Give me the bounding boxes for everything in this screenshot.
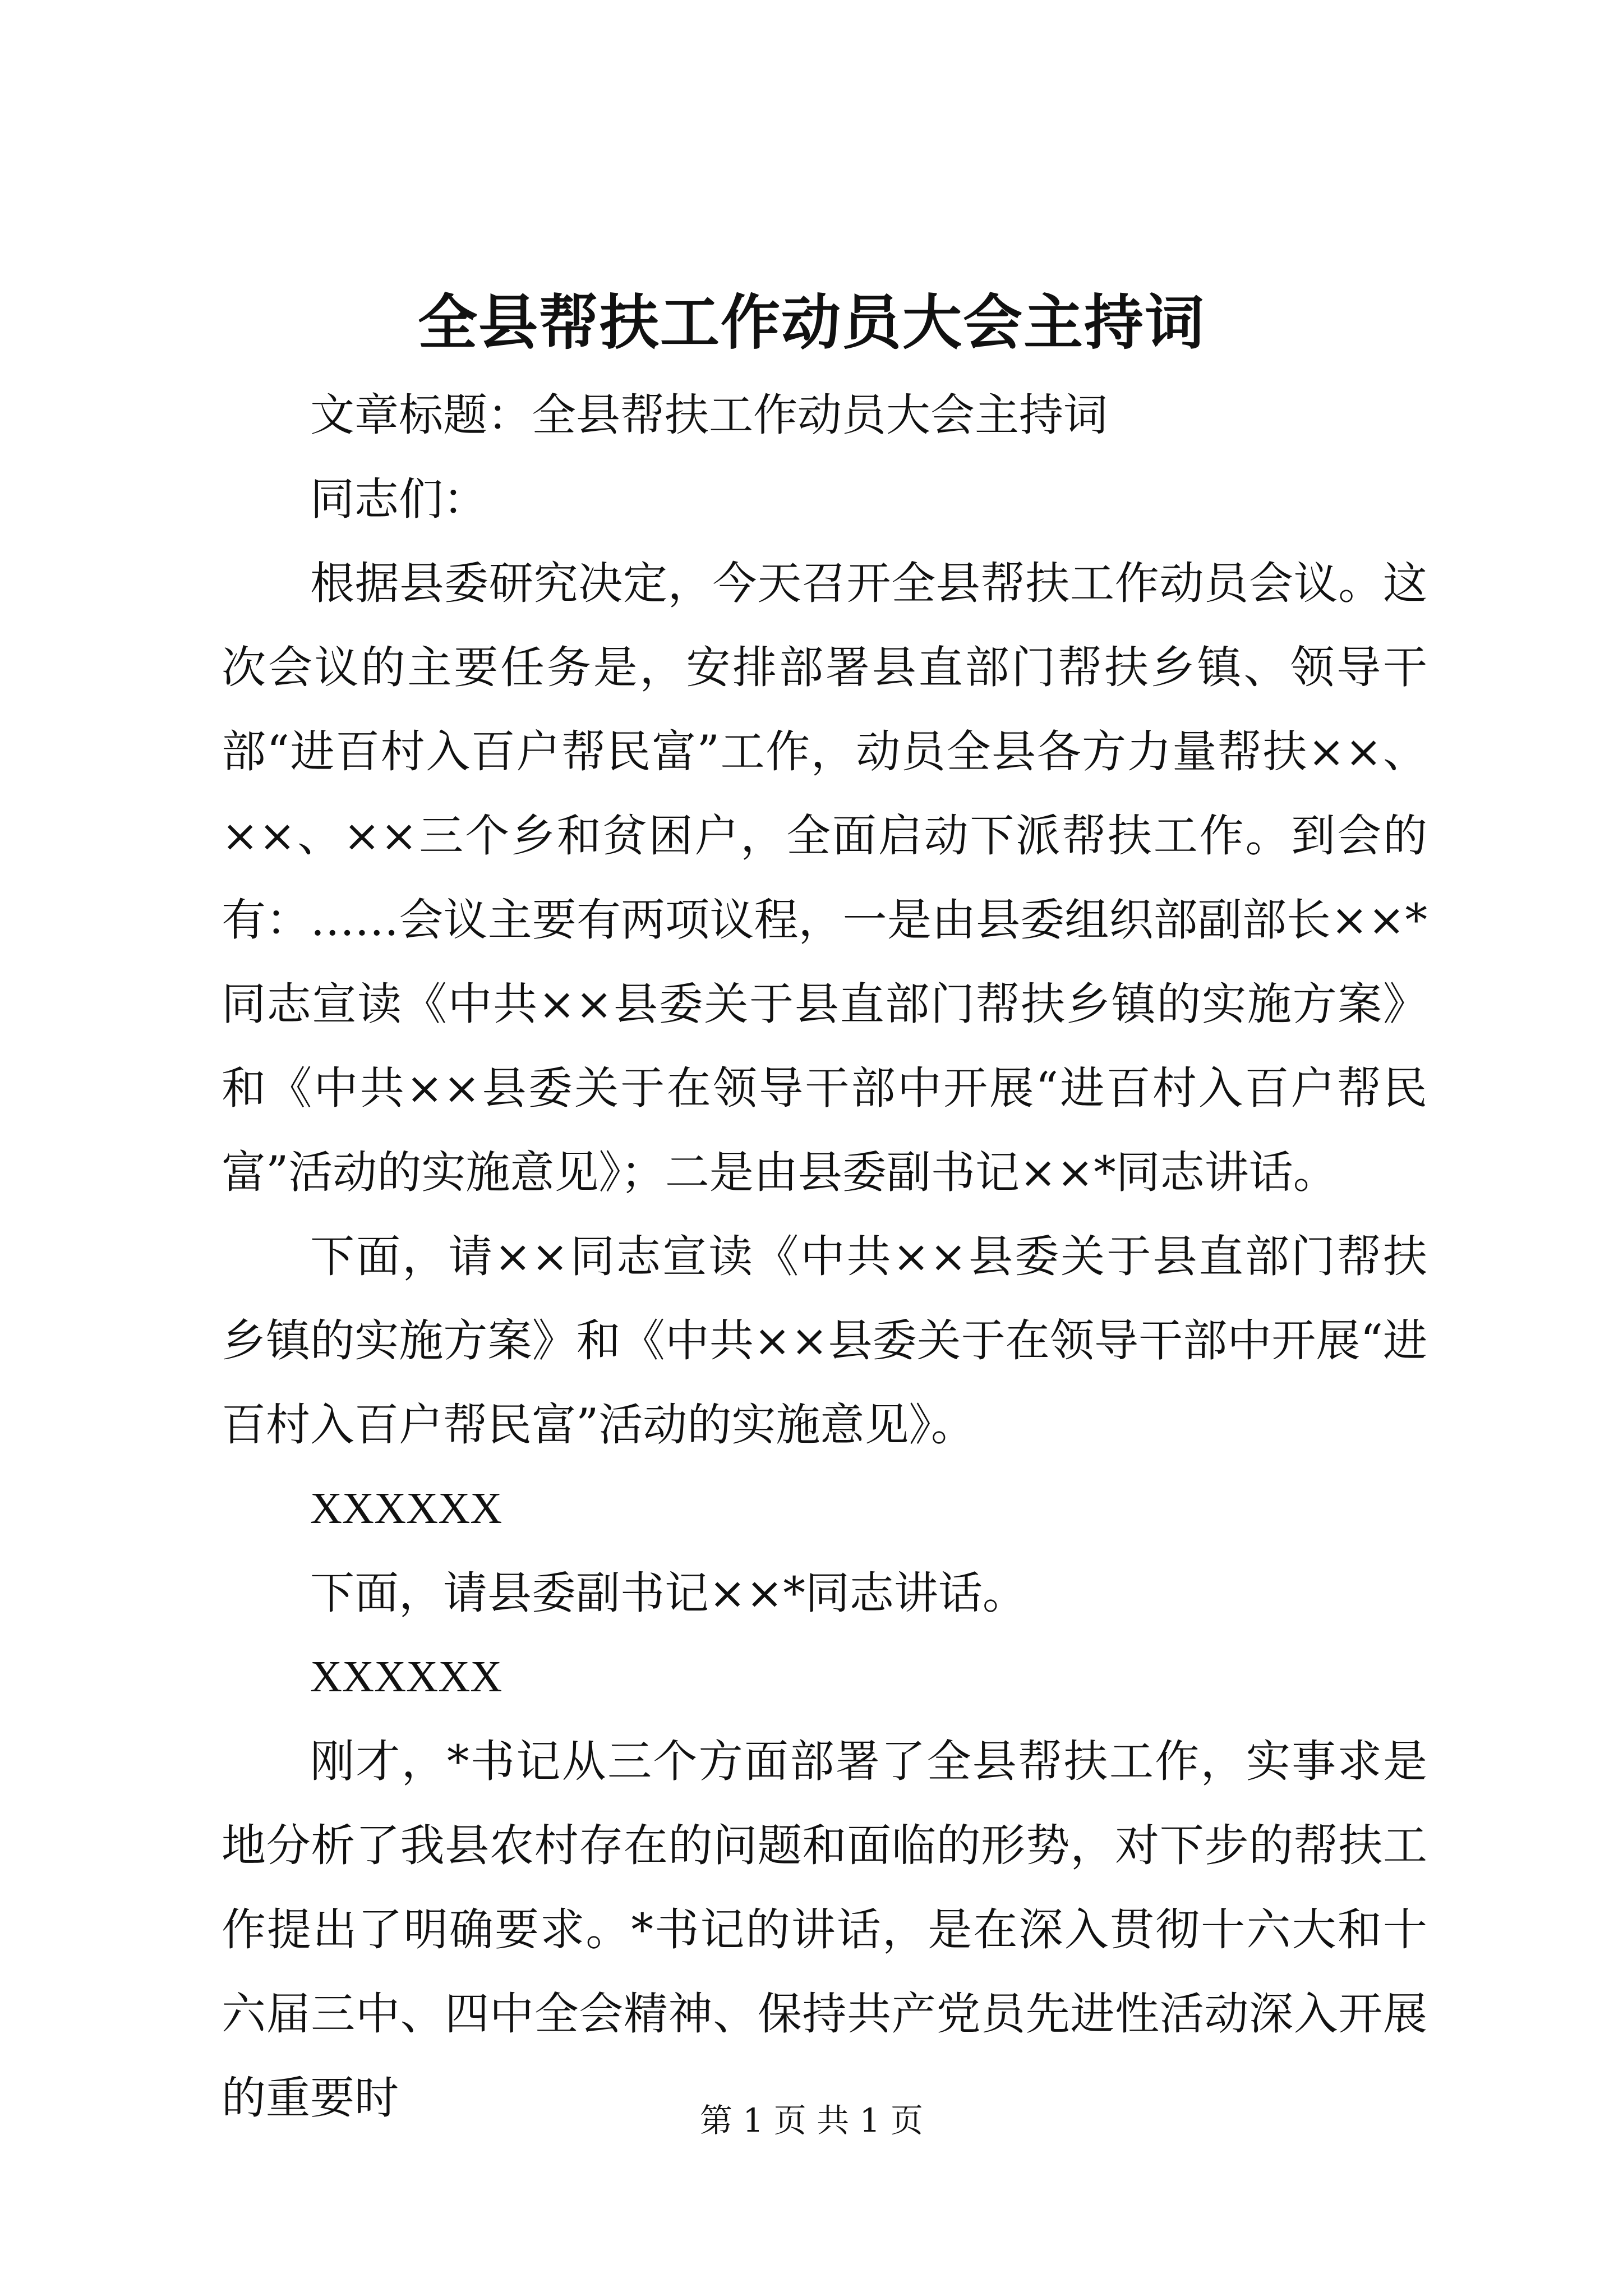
document-body: [222, 373, 1427, 2140]
placeholder-line: XXXXXX: [310, 1484, 502, 1533]
paragraph-reading-request: 下面，请××同志宣读《中共××县委关于县直部门帮扶乡镇的实施方案》和《中共××县委关于在领导干部中开展“进百村入百户帮民富”活动的实施意见》。: [222, 1231, 1427, 1451]
article-title-line: 文章标题：全县帮扶工作动员大会主持词: [310, 389, 1108, 441]
page-number-footer: 第 1 页 共 1 页: [700, 2101, 923, 2139]
paragraph-summary: 刚才，*书记从三个方面部署了全县帮扶工作，实事求是地分析了我县农村存在的问题和面临的形势，对下步的帮扶工作提出了明确要求。*书记的讲话，是在深入贯彻十六大和十六届三中、四中全会精神、保持共产党员先进性活动深入开展的重要时: [222, 1736, 1427, 2124]
paragraph-opening: 根据县委研究决定，今天召开全县帮扶工作动员会议。这次会议的主要任务是，安排部署县直部门帮扶乡镇、领导干部“进百村入百户帮民富”工作，动员全县各方力量帮扶××、××、××三个乡和贫困户，全面启动下派帮扶工作。到会的有：……会议主要有两项议程，一是由县委组织部副部长××*同志宣读《中共××县委关于县直部门帮扶乡镇的实施方案》和《中共××县委关于在领导干部中开展“进百村入百户帮民富”活动的实施意见》；二是由县委副书记××*同志讲话。: [222, 558, 1427, 1198]
paragraph-speech-request: 下面，请县委副书记××*同志讲话。: [310, 1567, 1027, 1619]
document-title: 全县帮扶工作动员大会主持词: [418, 287, 1205, 357]
placeholder-line: XXXXXX: [310, 1653, 502, 1701]
salutation: 同志们：: [310, 473, 487, 525]
